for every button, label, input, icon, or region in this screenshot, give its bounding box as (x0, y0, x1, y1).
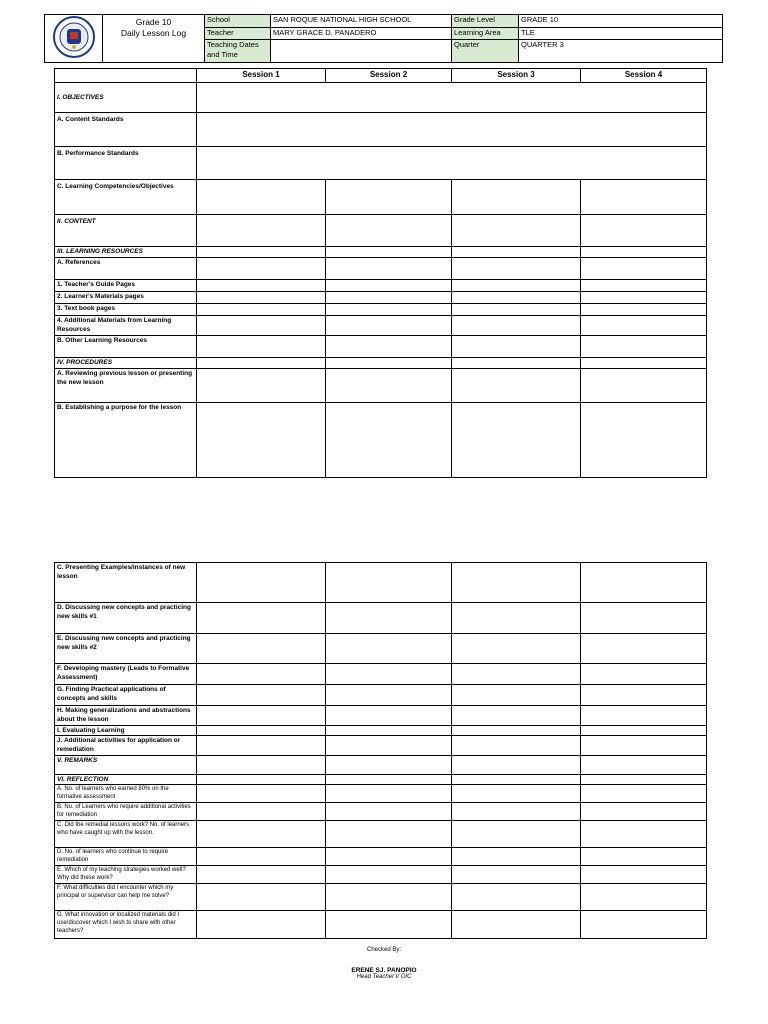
session-cell[interactable] (197, 848, 326, 866)
session-cell[interactable] (581, 664, 707, 685)
teacher-label: Teacher (205, 27, 271, 40)
session-cell[interactable] (452, 336, 581, 358)
signatory-position: Head Teacher I/ OIC (356, 974, 412, 980)
session-cell[interactable] (326, 358, 452, 369)
session-cell[interactable] (197, 280, 326, 292)
session-cell[interactable] (326, 821, 452, 848)
session-cell[interactable] (197, 884, 326, 911)
session-cell[interactable] (326, 563, 452, 603)
session-cell[interactable] (197, 911, 326, 939)
session-cell[interactable] (326, 304, 452, 316)
session-cell[interactable] (581, 911, 707, 939)
session-cell[interactable] (452, 866, 581, 884)
reviewing-lesson-label: A. Reviewing previous lesson or presenting the new lesson (55, 369, 197, 403)
lesson-log-table-1 (54, 68, 707, 478)
session-cell[interactable] (581, 247, 707, 258)
reflection-e-label: E. Which of my teaching strategies worked well? Why did these work? (55, 866, 197, 884)
deped-seal (45, 15, 103, 63)
session-cell[interactable] (197, 304, 326, 316)
checked-by-label: Checked By: (366, 947, 402, 953)
header-blank (55, 69, 197, 83)
session-cell[interactable] (326, 848, 452, 866)
reflection-g-label: G. What innovation or localized materials did I use/discover which I wish to share with other teachers? (55, 911, 197, 939)
other-resources-label: B. Other Learning Resources (55, 336, 197, 358)
session-cell[interactable] (326, 247, 452, 258)
session-cell[interactable] (326, 336, 452, 358)
session-cell[interactable] (197, 369, 326, 403)
session-cell[interactable] (452, 304, 581, 316)
presenting-examples-label: C. Presenting Examples/instances of new lesson (55, 563, 197, 603)
session-cell[interactable] (197, 316, 326, 336)
session-cell[interactable] (197, 336, 326, 358)
session-cell[interactable] (326, 369, 452, 403)
objectives-cell[interactable] (197, 83, 707, 113)
references-label: A. References (55, 258, 197, 280)
grade-level-label: Grade Level (452, 15, 519, 28)
session-cell[interactable] (452, 258, 581, 280)
log-title: Daily Lesson Log (120, 28, 187, 38)
session-cell[interactable] (326, 258, 452, 280)
discussing-skills-1-label: D. Discussing new concepts and practicing new skills #1 (55, 603, 197, 634)
session-cell[interactable] (452, 848, 581, 866)
session-cell[interactable] (326, 292, 452, 304)
header-table (44, 14, 723, 63)
session-cell[interactable] (326, 215, 452, 247)
session-cell[interactable] (452, 756, 581, 775)
session-cell[interactable] (326, 685, 452, 706)
session-cell[interactable] (581, 685, 707, 706)
session-cell[interactable] (197, 685, 326, 706)
lesson-log-table-2 (54, 562, 707, 939)
textbook-pages-label: 3. Text book pages (55, 304, 197, 316)
session-cell[interactable] (326, 736, 452, 756)
reflection-d-label: D. No. of learners who continue to require remediation (55, 848, 197, 866)
session-cell[interactable] (452, 634, 581, 664)
session-cell[interactable] (326, 280, 452, 292)
session-cell[interactable] (452, 316, 581, 336)
session-cell[interactable] (326, 911, 452, 939)
session-cell[interactable] (452, 821, 581, 848)
session-cell[interactable] (197, 736, 326, 756)
session-cell[interactable] (197, 664, 326, 685)
session-cell[interactable] (581, 358, 707, 369)
session-cell[interactable] (326, 775, 452, 785)
procedures-heading: IV. PROCEDURES (55, 358, 197, 369)
session-cell[interactable] (197, 803, 326, 821)
learners-materials-label: 2. Learner's Materials pages (55, 292, 197, 304)
session-cell[interactable] (326, 706, 452, 726)
reflection-a-label: A. No. of learners who earned 80% on the formative assessment (55, 785, 197, 803)
session-cell[interactable] (581, 884, 707, 911)
session-cell[interactable] (581, 280, 707, 292)
establishing-purpose-label: B. Establishing a purpose for the lesson (55, 403, 197, 478)
session-cell[interactable] (452, 803, 581, 821)
session-cell[interactable] (452, 358, 581, 369)
session-cell[interactable] (581, 403, 707, 478)
deped-seal-icon (48, 15, 100, 59)
teacher-value: MARY GRACE D. PANADERO (271, 27, 452, 40)
session-cell[interactable] (452, 603, 581, 634)
dates-label: Teaching Dates and Time (205, 40, 271, 63)
reflection-heading: VI. REFLECTION (55, 775, 197, 785)
developing-mastery-label: F. Developing mastery (Leads to Formative Assessment) (55, 664, 197, 685)
session-cell[interactable] (326, 726, 452, 736)
session-cell[interactable] (452, 403, 581, 478)
dates-value (271, 40, 452, 63)
session-cell[interactable] (326, 756, 452, 775)
session-cell[interactable] (581, 706, 707, 726)
session-cell[interactable] (581, 803, 707, 821)
session-cell[interactable] (452, 180, 581, 215)
session-cell[interactable] (581, 848, 707, 866)
session-cell[interactable] (197, 258, 326, 280)
session-2-header: Session 2 (326, 69, 452, 83)
evaluating-learning-label: I. Evaluating Learning (55, 726, 197, 736)
generalizations-label: H. Making generalizations and abstractions about the lesson (55, 706, 197, 726)
session-cell[interactable] (326, 316, 452, 336)
grade-level-value: GRADE 10 (519, 15, 723, 28)
session-cell[interactable] (581, 603, 707, 634)
performance-standards-cell[interactable] (197, 147, 707, 180)
session-cell[interactable] (581, 821, 707, 848)
performance-standards-label: B. Performance Standards (55, 147, 197, 180)
reflection-b-label: B. No. of Learners who require additional activities for remediation (55, 803, 197, 821)
session-cell[interactable] (452, 736, 581, 756)
objectives-heading: I. OBJECTIVES (55, 83, 197, 113)
session-cell[interactable] (326, 785, 452, 803)
session-cell[interactable] (581, 258, 707, 280)
header-title (103, 15, 205, 63)
signature-block (0, 947, 768, 980)
quarter-label: Quarter (452, 40, 519, 63)
learning-area-label: Learning Area (452, 27, 519, 40)
session-cell[interactable] (197, 180, 326, 215)
session-cell[interactable] (581, 866, 707, 884)
session-cell[interactable] (581, 726, 707, 736)
session-cell[interactable] (197, 821, 326, 848)
teachers-guide-label: 1. Teacher's Guide Pages (55, 280, 197, 292)
signatory-name: ERENE SJ. PANOPIO (351, 967, 417, 974)
session-cell[interactable] (326, 664, 452, 685)
remarks-heading: V. REMARKS (55, 756, 197, 775)
session-cell[interactable] (581, 634, 707, 664)
session-cell[interactable] (197, 634, 326, 664)
session-cell[interactable] (581, 304, 707, 316)
session-1-header: Session 1 (197, 69, 326, 83)
session-cell[interactable] (326, 180, 452, 215)
session-cell[interactable] (581, 756, 707, 775)
session-cell[interactable] (197, 866, 326, 884)
session-cell[interactable] (581, 563, 707, 603)
discussing-skills-2-label: E. Discussing new concepts and practicing new skills #2 (55, 634, 197, 664)
practical-applications-label: G. Finding Practical applications of concepts and skills (55, 685, 197, 706)
additional-materials-label: 4. Additional Materials from Learning Resources (55, 316, 197, 336)
learning-resources-heading: III. LEARNING RESOURCES (55, 247, 197, 258)
session-cell[interactable] (452, 706, 581, 726)
session-cell[interactable] (581, 736, 707, 756)
session-4-header: Session 4 (581, 69, 707, 83)
session-cell[interactable] (452, 369, 581, 403)
session-cell[interactable] (581, 292, 707, 304)
session-cell[interactable] (452, 215, 581, 247)
session-cell[interactable] (452, 664, 581, 685)
reflection-c-label: C. Did the remedial lessons work? No. of learners who have caught up with the lesson. (55, 821, 197, 848)
session-cell[interactable] (326, 866, 452, 884)
session-cell[interactable] (452, 685, 581, 706)
session-cell[interactable] (197, 775, 326, 785)
session-cell[interactable] (326, 803, 452, 821)
session-cell[interactable] (197, 292, 326, 304)
reflection-f-label: F. What difficulties did I encounter which my principal or supervisor can help me solve? (55, 884, 197, 911)
session-cell[interactable] (452, 775, 581, 785)
content-heading: II. CONTENT (55, 215, 197, 247)
session-cell[interactable] (581, 785, 707, 803)
session-cell[interactable] (197, 247, 326, 258)
session-cell[interactable] (452, 785, 581, 803)
session-cell[interactable] (197, 403, 326, 478)
session-cell[interactable] (197, 785, 326, 803)
school-label: School (205, 15, 271, 28)
quarter-value: QUARTER 3 (519, 40, 723, 63)
session-cell[interactable] (452, 911, 581, 939)
session-cell[interactable] (326, 403, 452, 478)
content-standards-cell[interactable] (197, 113, 707, 147)
grade-title: Grade 10 (135, 17, 172, 27)
session-cell[interactable] (581, 775, 707, 785)
session-cell[interactable] (197, 603, 326, 634)
session-cell[interactable] (452, 726, 581, 736)
session-cell[interactable] (452, 280, 581, 292)
session-cell[interactable] (581, 316, 707, 336)
session-cell[interactable] (197, 756, 326, 775)
session-cell[interactable] (452, 884, 581, 911)
session-cell[interactable] (452, 247, 581, 258)
learning-area-value: TLE (519, 27, 723, 40)
learning-competencies-label: C. Learning Competencies/Objectives (55, 180, 197, 215)
session-cell[interactable] (197, 215, 326, 247)
session-cell[interactable] (326, 634, 452, 664)
session-cell[interactable] (581, 180, 707, 215)
session-3-header: Session 3 (452, 69, 581, 83)
session-cell[interactable] (452, 292, 581, 304)
additional-activities-label: J. Additional activities for application or remediation (55, 736, 197, 756)
session-cell[interactable] (197, 358, 326, 369)
session-cell[interactable] (452, 563, 581, 603)
session-cell[interactable] (326, 884, 452, 911)
school-value: SAN ROQUE NATIONAL HIGH SCHOOL (271, 15, 452, 28)
session-cell[interactable] (581, 336, 707, 358)
session-cell[interactable] (326, 603, 452, 634)
content-standards-label: A. Content Standards (55, 113, 197, 147)
session-cell[interactable] (197, 726, 326, 736)
session-cell[interactable] (197, 706, 326, 726)
session-cell[interactable] (581, 369, 707, 403)
session-cell[interactable] (197, 563, 326, 603)
session-cell[interactable] (581, 215, 707, 247)
